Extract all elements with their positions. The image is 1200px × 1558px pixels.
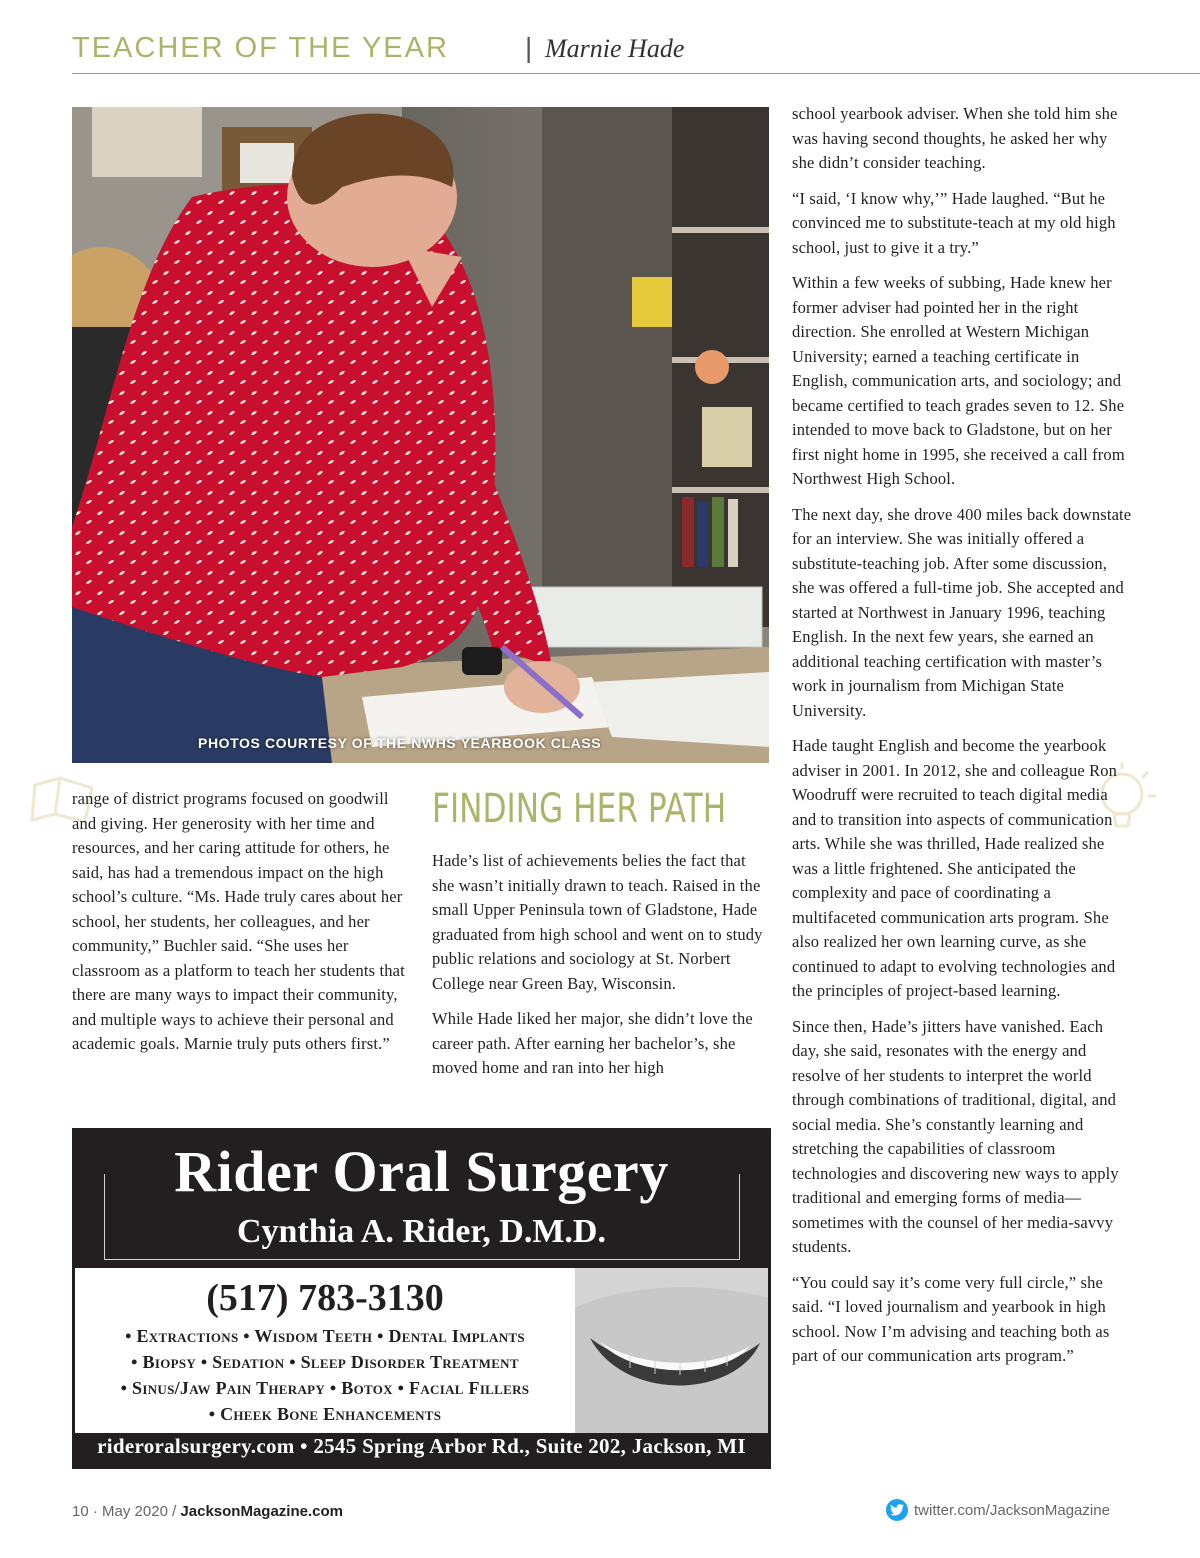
paragraph: “I said, ‘I know why,’” Hade laughed. “But he convinced me to substitute-teach at my old high school, just to give it a try.” — [792, 188, 1116, 257]
ad-title: Rider Oral Surgery — [174, 1139, 669, 1204]
ad-phone[interactable]: (517) 783-3130 — [206, 1277, 444, 1319]
paragraph: school yearbook adviser. When she told him she was having second thoughts, he asked her why she didn’t consider teaching. — [792, 104, 1118, 172]
footer-slash: / — [172, 1503, 177, 1520]
paragraph: Since then, Hade’s jitters have vanished. Each day, she said, resonates with the energy and resolve of her students to interpret the world through combinations of traditional, digital, and social media. She’s constantly learning and stretching the capabilities of classroom technologies and discovering new ways to apply traditional and emerging forms of media—sometimes with the counsel of her media-savvy students. — [792, 1016, 1119, 1256]
paragraph: While Hade liked her major, she didn’t love the career path. After earning her bachelor’s, she moved home and ran into her high — [432, 1009, 753, 1077]
paragraph: Hade’s list of achievements belies the fact that she wasn’t initially drawn to teach. Raised in the small Upper Peninsula town of Gladstone, Hade graduated from high school and went on to study public relations and sociology at St. Norbert College near Green Bay, Wisconsin. — [432, 851, 763, 993]
article-photo — [72, 107, 769, 763]
smile-image — [575, 1268, 768, 1433]
header-separator: | — [525, 32, 533, 63]
twitter-icon — [886, 1499, 908, 1521]
teacher-photo-illustration — [72, 107, 769, 763]
ad-info-panel — [75, 1268, 768, 1433]
footer-dot: · — [92, 1503, 98, 1520]
ad-service-line: • Extractions • Wisdom Teeth • Dental Implants — [125, 1326, 525, 1346]
paragraph: The next day, she drove 400 miles back downstate for an interview. She was initially offered a substitute-teaching job. After some discussion, she was offered a full-time job. She accepted and started at Northwest in January 1996, teaching English. In the next few years, she earned an additional teaching certification with master’s work in journalism from Michigan State University. — [792, 504, 1132, 720]
ad-service-line: • Biopsy • Sedation • Sleep Disorder Treatment — [131, 1352, 519, 1372]
paragraph: range of district programs focused on goodwill and giving. Her generosity with her time and resources, and her caring attitude for others, he said, has had a tremendous impact on the high school’s culture. “Ms. Hade truly cares about her school, her students, her colleagues, and her community,” Buchler said. “She uses her classroom as a platform to teach her students that there are many ways to impact their community, and multiple ways to achieve their personal and academic goals. Marnie truly puts others first.” — [72, 789, 405, 1053]
paragraph: “You could say it’s come very full circle,” she said. “I loved journalism and yearbook in high school. Now I’m advising and teaching both as part of our communication arts program.” — [792, 1272, 1110, 1365]
middle-column — [432, 849, 772, 1092]
right-column — [792, 102, 1132, 1380]
twitter-link[interactable]: twitter.com/JacksonMagazine — [914, 1501, 1110, 1519]
issue-date: May 2020 — [102, 1503, 168, 1520]
photo-credit: PHOTOS COURTESY OF THE NWHS YEARBOOK CLASS — [198, 735, 602, 751]
page-footer-right — [886, 1499, 1110, 1521]
left-column — [72, 787, 412, 1068]
paragraph: Within a few weeks of subbing, Hade knew her former adviser had pointed her in the right direction. She enrolled at Western Michigan University; earned a teaching certificate in English, communication arts, and sociology; and became certified to teach grades seven to 12. She intended to move back to Gladstone, but on her first night home in 1995, she received a call from Northwest High School. — [792, 273, 1125, 488]
section-subhead: FINDING HER PATH — [432, 786, 727, 832]
section-title: TEACHER OF THE YEAR — [72, 32, 449, 64]
ad-service-line: • Sinus/Jaw Pain Therapy • Botox • Facial Fillers — [120, 1378, 530, 1398]
ad-doctor-name: Cynthia A. Rider, D.M.D. — [237, 1213, 606, 1250]
page-footer-left — [72, 1503, 343, 1520]
site-link[interactable]: JacksonMagazine.com — [180, 1503, 343, 1520]
ad-footer[interactable]: rideroralsurgery.com • 2545 Spring Arbor Rd., Suite 202, Jackson, MI — [97, 1434, 746, 1458]
ad-service-line: • Cheek Bone Enhancements — [208, 1404, 442, 1424]
page-number: 10 — [72, 1503, 89, 1520]
paragraph: Hade taught English and become the yearbook adviser in 2001. In 2012, she and colleague Ron Woodruff were recruited to teach digital media and to transition into aspects of communication arts. While she was thrilled, Hade realized she was a little frightened. She anticipated the complexity and pace of coordinating a multifaceted communication arts program. She also realized her own learning curve, as she continued to adapt to evolving technologies and the principles of project-based learning. — [792, 736, 1118, 1000]
page-header — [72, 30, 1200, 74]
advertisement[interactable] — [72, 1128, 771, 1469]
article-subject-name: Marnie Hade — [545, 34, 685, 63]
